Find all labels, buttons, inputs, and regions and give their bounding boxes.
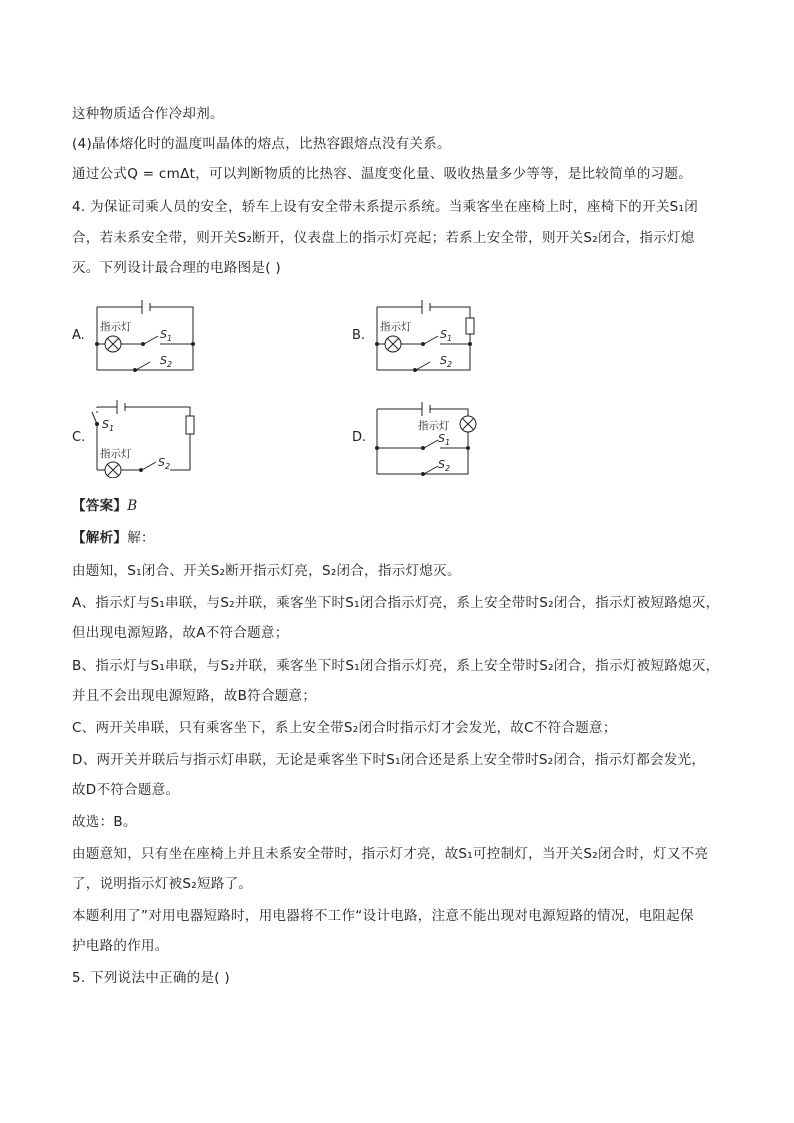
- question-4-line-2: 合，若未系安全带，则开关S₂断开，仪表盘上的指示灯亮起；若系上安全带，则开关S₂闭合，指示灯熄: [72, 230, 695, 246]
- circuit-diagram-b: [370, 292, 480, 374]
- resistor-icon: [186, 416, 194, 434]
- answer-line: [72, 496, 137, 516]
- svg-text:S2: $S_2$: [158, 456, 171, 471]
- analysis-line-2: A、指示灯与S₁串联，与S₂并联，乘客坐下时S₁闭合指示灯亮，系上安全带时S₂闭合，指示灯被短路熄灭，: [72, 595, 720, 611]
- analysis-line-11: 了，说明指示灯被S₂短路了。: [72, 876, 253, 892]
- answer-label: 【答案】: [72, 498, 128, 514]
- analysis-line-13: 护电路的作用。: [72, 938, 169, 954]
- analysis-label: 【解析】: [72, 530, 128, 546]
- resistor-icon: [466, 318, 474, 334]
- circuit-diagram-d: [370, 396, 480, 478]
- lamp-label: 指示灯: [380, 321, 412, 333]
- svg-text:S2: $S_2$: [440, 354, 453, 369]
- text-line-2: (4)晶体熔化时的温度叫晶体的熔点，比热容跟熔点没有关系。: [72, 136, 451, 152]
- analysis-line-7: D、两开关并联后与指示灯串联，无论是乘客坐下时S₁闭合还是系上安全带时S₂闭合，指示灯都会发光，: [72, 752, 706, 768]
- analysis-line-5: 并且不会出现电源短路，故B符合题意；: [72, 688, 317, 704]
- svg-text:S2: $S_2$: [160, 354, 173, 369]
- answer-value: B: [127, 498, 138, 514]
- svg-text:S1: $S_1$: [440, 328, 453, 343]
- question-4-line-3: 灭。下列设计最合理的电路图是( ): [72, 260, 281, 276]
- analysis-line-12: 本题利用了”对用电器短路时，用电器将不工作“设计电路，注意不能出现对电源短路的情况，电阻起保: [72, 908, 694, 924]
- analysis-line-4: B、指示灯与S₁串联，与S₂并联，乘客坐下时S₁闭合指示灯亮，系上安全带时S₂闭合，指示灯被短路熄灭，: [72, 658, 720, 674]
- question-4-line-1: 4. 为保证司乘人员的安全，轿车上设有安全带未系提示系统。当乘客坐在座椅上时，座椅下的开关S₁闭: [72, 199, 699, 215]
- lamp-label: 指示灯: [100, 321, 132, 333]
- svg-text:S1: $S_1$: [160, 328, 173, 343]
- circuit-diagram-c: [90, 396, 200, 478]
- option-c-label: C.: [72, 430, 86, 445]
- analysis-line-10: 由题意知，只有坐在座椅上并且未系安全带时，指示灯才亮，故S₁可控制灯，当开关S₂闭合时，灯又不亮: [72, 846, 709, 862]
- lamp-label: 指示灯: [100, 448, 132, 460]
- text-line-1: 这种物质适合作冷却剂。: [72, 106, 224, 122]
- question-5-line: 5. 下列说法中正确的是( ): [72, 970, 230, 986]
- svg-text:S1: $S_1$: [438, 432, 451, 447]
- analysis-line-6: C、两开关串联，只有乘客坐下，系上安全带S₂闭合时指示灯才会发光，故C不符合题意；: [72, 720, 617, 736]
- lamp-label: 指示灯: [418, 420, 450, 432]
- svg-text:S2: $S_2$: [438, 458, 451, 473]
- analysis-line-3: 但出现电源短路，故A不符合题意；: [72, 625, 289, 641]
- analysis-line-1: 由题知，S₁闭合、开关S₂断开指示灯亮，S₂闭合，指示灯熄灭。: [72, 563, 461, 579]
- text-line-3: 通过公式Q = cmΔt，可以判断物质的比热容、温度变化量、吸收热量多少等等，是比较简单的习题。: [72, 166, 693, 182]
- analysis-line-9: 故选：B。: [72, 814, 137, 830]
- analysis-line-8: 故D不符合题意。: [72, 782, 180, 798]
- option-b-label: B.: [352, 328, 366, 343]
- circuit-diagram-a: [90, 292, 200, 374]
- option-d-label: D.: [352, 430, 367, 445]
- analysis-heading: [72, 528, 155, 548]
- svg-text:S1: $S_1$: [102, 418, 115, 433]
- analysis-intro: 解：: [127, 530, 155, 546]
- option-a-label: A.: [72, 328, 85, 343]
